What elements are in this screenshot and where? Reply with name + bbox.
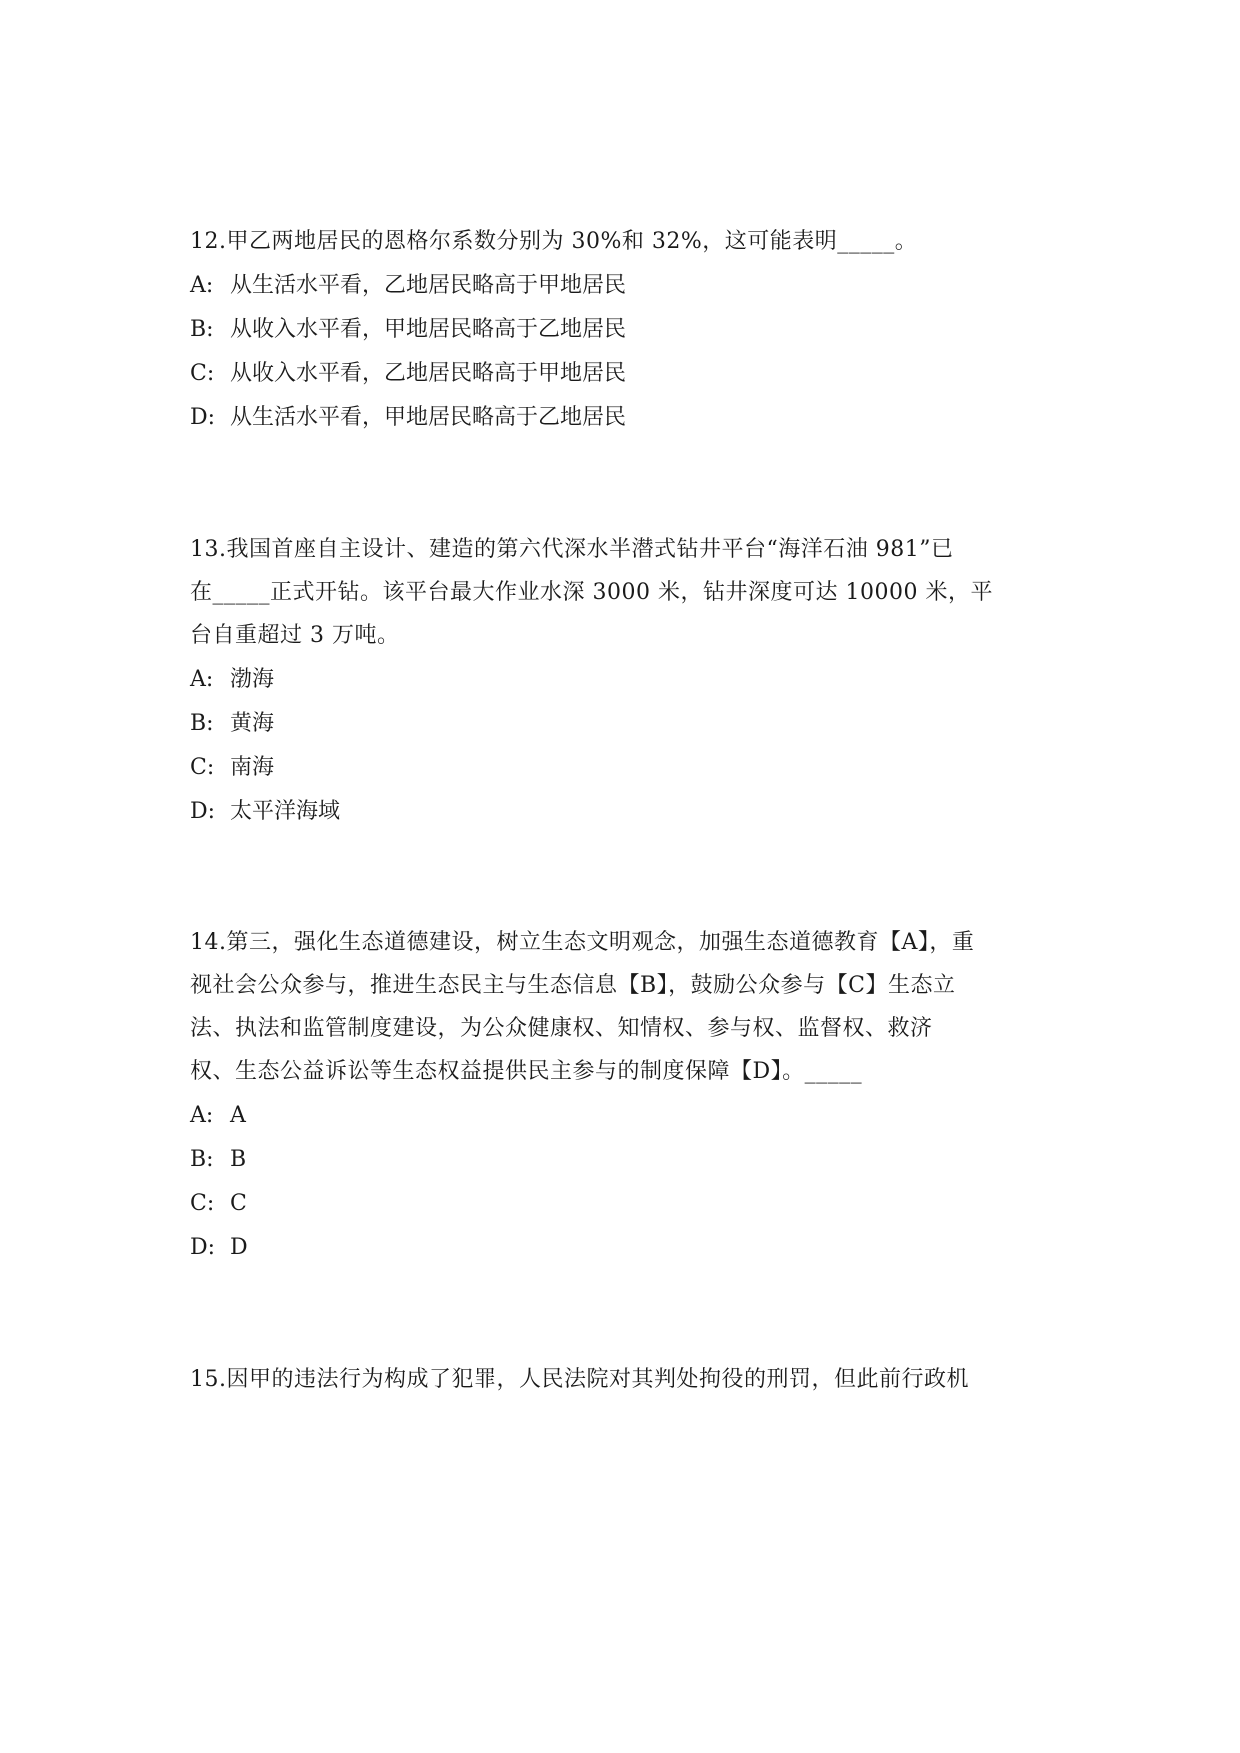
option-letter: D: xyxy=(190,1235,216,1260)
option-text: 南海 xyxy=(230,755,275,780)
option-letter: A: xyxy=(190,273,214,298)
question-13-option-b xyxy=(190,709,274,739)
option-letter: D: xyxy=(190,799,216,824)
option-letter: A: xyxy=(190,1103,214,1128)
question-14-option-d xyxy=(190,1233,248,1263)
option-letter: C: xyxy=(190,361,215,386)
option-text: 太平洋海域 xyxy=(230,799,341,824)
question-14-option-a xyxy=(190,1101,246,1131)
question-12-option-c xyxy=(190,359,626,389)
question-13-text-line-1: 13.我国首座自主设计、建造的第六代深水半潜式钻井平台“海洋石油 981”已 xyxy=(190,537,954,562)
option-text: D xyxy=(230,1235,248,1260)
question-12-option-b xyxy=(190,315,626,345)
option-letter: B: xyxy=(190,1147,214,1172)
question-12-text: 12.甲乙两地居民的恩格尔系数分别为 30%和 32%，这可能表明_____。 xyxy=(190,229,918,254)
option-text: 从生活水平看，乙地居民略高于甲地居民 xyxy=(230,273,627,298)
option-letter: B: xyxy=(190,317,214,342)
option-text: B xyxy=(230,1147,247,1172)
question-14-option-b xyxy=(190,1145,246,1175)
question-15-text-line-1: 15.因甲的违法行为构成了犯罪，人民法院对其判处拘役的刑罚，但此前行政机 xyxy=(190,1367,969,1392)
option-text: 黄海 xyxy=(230,711,275,736)
option-text: C xyxy=(230,1191,247,1216)
option-text: 从收入水平看，甲地居民略高于乙地居民 xyxy=(230,317,627,342)
option-letter: A: xyxy=(190,667,214,692)
option-text: 从生活水平看，甲地居民略高于乙地居民 xyxy=(230,405,627,430)
question-14-text-line-1: 14.第三，强化生态道德建设，树立生态文明观念，加强生态道德教育【A】，重 xyxy=(190,930,975,955)
question-13-option-c xyxy=(190,753,274,783)
question-14-text-line-3: 法、执法和监管制度建设，为公众健康权、知情权、参与权、监督权、救济 xyxy=(190,1016,933,1041)
option-text: A xyxy=(230,1103,246,1128)
question-14-text-line-2: 视社会公众参与，推进生态民主与生态信息【B】，鼓励公众参与【C】生态立 xyxy=(190,973,956,998)
option-letter: D: xyxy=(190,405,216,430)
question-13-text-line-3: 台自重超过 3 万吨。 xyxy=(190,623,400,648)
option-letter: C: xyxy=(190,1191,215,1216)
option-text: 从收入水平看，乙地居民略高于甲地居民 xyxy=(230,361,627,386)
question-14-text-line-4: 权、生态公益诉讼等生态权益提供民主参与的制度保障【D】。_____ xyxy=(190,1059,863,1084)
question-13-option-a xyxy=(190,665,274,695)
option-text: 渤海 xyxy=(230,667,275,692)
question-13-option-d xyxy=(190,797,340,827)
question-14-option-c xyxy=(190,1189,247,1219)
option-letter: B: xyxy=(190,711,214,736)
question-12-option-d xyxy=(190,403,626,433)
question-13-text-line-2: 在_____正式开钻。该平台最大作业水深 3000 米，钻井深度可达 10000 米，平 xyxy=(190,580,993,605)
option-letter: C: xyxy=(190,755,215,780)
question-12-option-a xyxy=(190,271,626,301)
